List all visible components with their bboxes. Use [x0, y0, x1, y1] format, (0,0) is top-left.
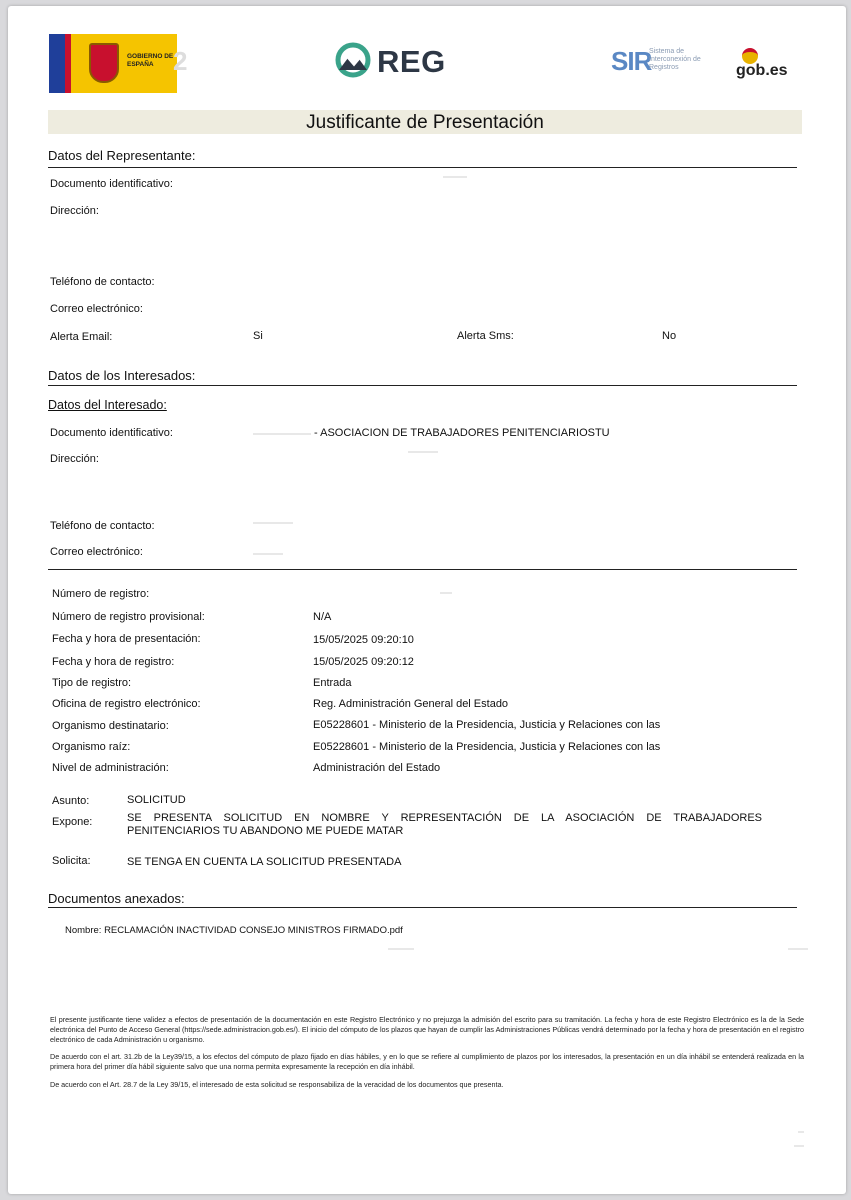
redacted-mark — [408, 451, 438, 453]
redacted-mark — [253, 553, 283, 555]
nivel-administracion-label: Nivel de administración: — [52, 762, 169, 774]
fecha-presentacion-value: 15/05/2025 09:20:10 — [313, 634, 414, 646]
oficina-registro-label: Oficina de registro electrónico: — [52, 698, 201, 710]
int-direccion-label: Dirección: — [50, 453, 99, 465]
reg-logo — [333, 40, 453, 84]
rep-alerta-sms-label: Alerta Sms: — [457, 330, 514, 342]
redacted-mark — [788, 948, 808, 950]
fecha-presentacion-label: Fecha y hora de presentación: — [52, 633, 201, 645]
section-divider — [48, 385, 797, 386]
int-telefono-label: Teléfono de contacto: — [50, 520, 155, 532]
sir-logo — [611, 46, 706, 80]
rep-alerta-sms-value: No — [662, 330, 677, 342]
gobierno-logo-shadow: 2 — [173, 46, 188, 76]
nivel-administracion-value: Administración del Estado — [313, 762, 441, 774]
redacted-mark — [253, 522, 293, 524]
reg-mountain-icon — [333, 40, 373, 80]
gobierno-logo-text: GOBIERNO DE ESPAÑA — [127, 53, 174, 68]
footer-paragraph-responsabilidad: De acuerdo con el Art. 28.7 de la Ley 39/15, el interesado de esta solicitud se responsabiliza de la veracidad de los documentos que presenta. — [50, 1080, 504, 1089]
organismo-raiz-label: Organismo raíz: — [52, 741, 131, 753]
registro-provisional-label: Número de registro provisional: — [52, 611, 205, 623]
interesado-subsection-title: Datos del Interesado: — [48, 398, 167, 412]
expone-line-1: SE PRESENTA SOLICITUD EN NOMBRE Y REPRESENTACIÓN DE LA ASOCIACIÓN DE TRABAJADORES — [127, 812, 762, 824]
organismo-raiz-value: E05228601 - Ministerio de la Presidencia, Justicia y Relaciones con las — [313, 741, 661, 753]
fecha-registro-label: Fecha y hora de registro: — [52, 656, 175, 668]
redacted-mark — [794, 1145, 804, 1147]
document-page — [8, 6, 846, 1194]
int-documento-value: - ASOCIACION DE TRABAJADORES PENITENCIARIOSTU — [314, 427, 610, 439]
section-divider — [48, 907, 797, 908]
solicita-label: Solicita: — [52, 855, 91, 867]
redacted-mark — [388, 948, 414, 950]
footer-paragraph-plazos: De acuerdo con el art. 31.2b de la Ley39/15, a los efectos del cómputo de plazo fijado en días hábiles, y en lo que se refiere al cumplimiento de plazos por los interesados, la presentación en un día inhábil se entenderá realizada en la primera hora del primer día hábil siguiente salvo que una norma permita expresamente la recepción en día inhábil. — [50, 1052, 804, 1071]
rep-alerta-email-value: Si — [253, 330, 263, 342]
eu-flag-stripe — [49, 34, 65, 93]
section-divider — [48, 167, 797, 168]
int-documento-label: Documento identificativo: — [50, 427, 173, 439]
gobes-logo-text: gob.es — [736, 62, 788, 79]
coat-of-arms-icon — [89, 43, 119, 83]
asunto-value: SOLICITUD — [127, 794, 186, 806]
oficina-registro-value: Reg. Administración General del Estado — [313, 698, 509, 710]
expone-line-2: PENITENCIARIOS TU ABANDONO ME PUEDE MATAR — [127, 825, 404, 837]
anexos-section-title: Documentos anexados: — [48, 891, 185, 906]
asunto-label: Asunto: — [52, 795, 90, 807]
document-title: Justificante de Presentación — [48, 110, 802, 134]
anexo-nombre: Nombre: RECLAMACIÓN INACTIVIDAD CONSEJO MINISTROS FIRMADO.pdf — [65, 925, 403, 936]
reg-logo-text: REG — [377, 44, 446, 79]
redacted-mark — [440, 592, 452, 594]
footer-paragraph-validez: El presente justificante tiene validez a efectos de presentación de la documentación en este Registro Electrónico y no prejuzga la admisión del escrito para su tramitación. La fecha y hora de este Registro Electrónico es la de la Sede electrónica del Punto de Acceso General (https://sede.administracion.gob.es/). El inicio del cómputo de los plazos que hayan de cumplir las Administraciones Públicas vendrá determinado por la fecha y hora de presentación en el registro electrónico de cada Administración u organismo. — [50, 1015, 804, 1044]
organismo-destinatario-label: Organismo destinatario: — [52, 720, 169, 732]
sir-logo-text: SIR — [611, 46, 652, 76]
redacted-mark — [443, 176, 467, 178]
representante-section-title: Datos del Representante: — [48, 148, 196, 163]
numero-registro-label: Número de registro: — [52, 588, 150, 600]
tipo-registro-label: Tipo de registro: — [52, 677, 132, 689]
rep-direccion-label: Dirección: — [50, 205, 99, 217]
gobes-logo — [736, 48, 806, 82]
expone-label: Expone: — [52, 816, 93, 828]
registro-provisional-value: N/A — [313, 611, 332, 623]
rep-correo-label: Correo electrónico: — [50, 303, 143, 315]
organismo-destinatario-value: E05228601 - Ministerio de la Presidencia, Justicia y Relaciones con las — [313, 719, 661, 731]
redacted-mark — [253, 433, 311, 435]
fecha-registro-value: 15/05/2025 09:20:12 — [313, 656, 414, 668]
gobierno-espana-logo — [49, 34, 177, 93]
rep-alerta-email-label: Alerta Email: — [50, 331, 113, 343]
sir-logo-subtitle: Sistema de Interconexión de Registros — [649, 48, 701, 71]
rep-telefono-label: Teléfono de contacto: — [50, 276, 155, 288]
int-correo-label: Correo electrónico: — [50, 546, 143, 558]
rep-documento-label: Documento identificativo: — [50, 178, 173, 190]
redacted-mark — [798, 1131, 804, 1133]
interesados-section-title: Datos de los Interesados: — [48, 368, 196, 383]
section-divider — [48, 569, 797, 570]
tipo-registro-value: Entrada — [313, 677, 352, 689]
solicita-value: SE TENGA EN CUENTA LA SOLICITUD PRESENTADA — [127, 856, 402, 868]
